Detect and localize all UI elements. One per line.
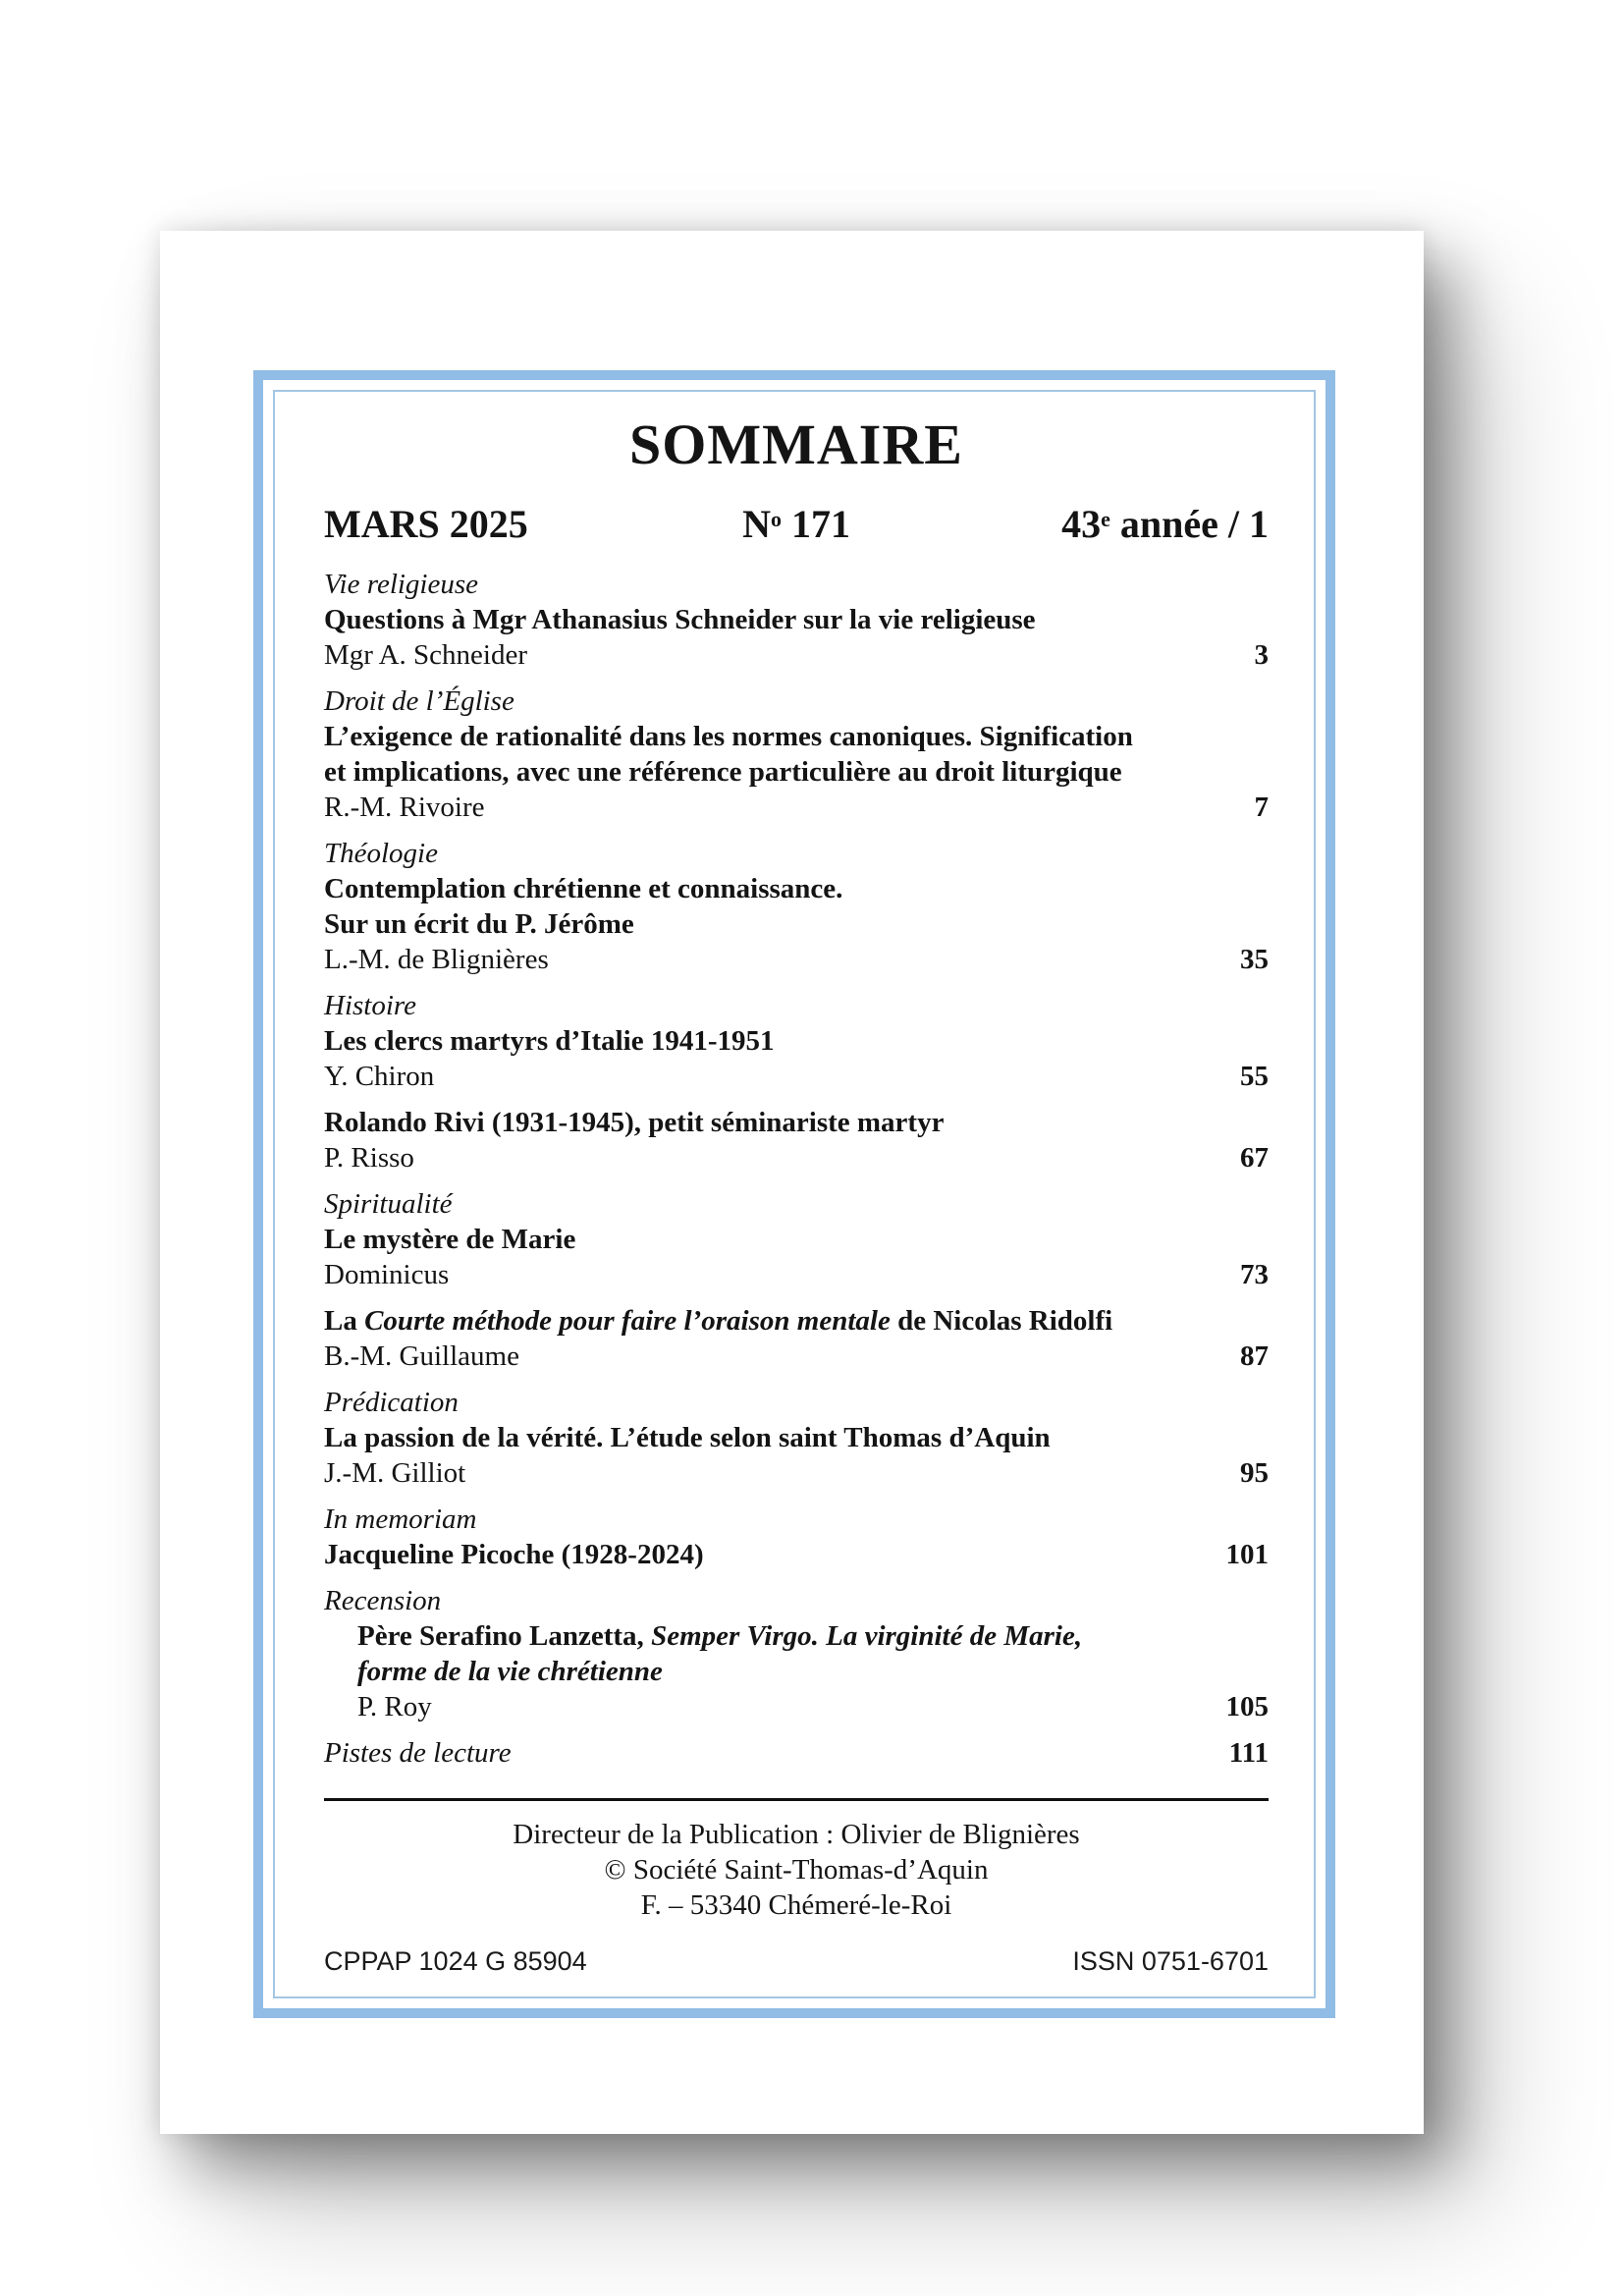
toc-entry [324,1385,1269,1491]
issue-volume [953,501,1269,547]
toc-title-line [324,1618,1269,1654]
toc-title-line [324,1105,1269,1140]
toc-page-number: 105 [1225,1691,1269,1722]
toc-author: L.-M. de Blignières [324,944,549,975]
footer [324,1817,1269,1923]
toc-title-line [324,906,1269,942]
toc-author-row [324,1059,1269,1094]
issue-volume-num: 43 [1061,502,1102,546]
toc-title-text [324,873,842,904]
footer-copyright: © Société Saint-Thomas-d’Aquin [604,1854,989,1886]
toc-category: Spiritualité [324,1188,453,1220]
toc-entry [324,836,1269,977]
toc-author-row [324,1339,1269,1374]
toc [324,567,1269,1771]
toc-entry [324,1502,1269,1572]
toc-author: Mgr A. Schneider [324,639,527,671]
toc-category: In memoriam [324,1503,477,1535]
toc-entry [324,1735,1269,1771]
toc-author-row [324,790,1269,825]
toc-page-number: 35 [1240,944,1269,975]
toc-title-segment: Contemplation chrétienne et connaissance. [324,873,843,904]
toc-title-segment: Courte méthode pour faire l’oraison mentale [364,1305,891,1337]
toc-author: Dominicus [324,1259,450,1290]
toc-entry [324,567,1269,673]
toc-title-line [324,602,1269,637]
toc-author: B.-M. Guillaume [324,1340,519,1372]
toc-title-text [324,756,1122,788]
toc-page-number: 111 [1228,1737,1269,1769]
toc-title-segment: et implications, avec une référence particulière au droit liturgique [324,756,1122,788]
toc-page-number: 55 [1240,1061,1269,1092]
toc-title-segment: Rolando Rivi (1931-1945), petit séminariste martyr [324,1107,945,1138]
issue-number-sup: o [770,506,782,531]
issue-number-rest: 171 [781,502,850,546]
toc-page-number: 7 [1254,792,1269,823]
toc-entry [324,1105,1269,1175]
page-content [275,392,1314,1996]
issue-volume-rest: année / 1 [1109,502,1270,546]
toc-entry [324,1303,1269,1374]
toc-title-text [324,1422,1051,1453]
toc-title-line [324,1303,1269,1339]
toc-title-segment: Semper Virgo. La virginité de Marie, [651,1620,1083,1652]
toc-page-number: 101 [1225,1539,1269,1570]
toc-author-row [324,1257,1269,1292]
toc-author-row [324,1140,1269,1175]
divider [324,1798,1269,1801]
toc-title-text [324,604,1036,635]
toc-entry [324,1186,1269,1292]
toc-page-number: 67 [1240,1142,1269,1174]
toc-author-row [324,1689,1269,1724]
toc-title-line [324,719,1269,754]
toc-entry [324,683,1269,825]
toc-title-segment: Questions à Mgr Athanasius Schneider sur la vie religieuse [324,604,1036,635]
toc-author: J.-M. Gilliot [324,1457,466,1489]
toc-title-segment: Le mystère de Marie [324,1224,576,1255]
toc-author: R.-M. Rivoire [324,792,485,823]
toc-title-text [324,1735,512,1771]
toc-title-text [357,1656,663,1687]
toc-author: Y. Chiron [324,1061,435,1092]
toc-category: Prédication [324,1387,459,1418]
toc-title-text [324,1107,944,1138]
toc-category: Droit de l’Église [324,685,514,717]
issn-code: ISSN 0751-6701 [1072,1946,1269,1976]
toc-title-line [324,1222,1269,1257]
toc-title-segment: Père Serafino Lanzetta, [357,1620,652,1652]
toc-author-row [324,637,1269,673]
footer-director: Directeur de la Publication : Olivier de Blignières [513,1819,1080,1850]
toc-title-segment: L’exigence de rationalité dans les normes canoniques. Signification [324,721,1133,752]
issue-number [639,501,954,547]
toc-author: P. Roy [357,1691,432,1722]
cppap-code: CPPAP 1024 G 85904 [324,1946,587,1976]
toc-page-number: 95 [1240,1457,1269,1489]
page-title: SOMMAIRE [629,412,963,476]
issue-number-prefix: N [742,502,771,546]
toc-title-segment: forme de la vie chrétienne [357,1656,663,1687]
toc-title-text [324,1537,704,1572]
toc-title-segment: Pistes de lecture [324,1737,512,1769]
issue-month: MARS 2025 [324,502,528,546]
toc-category: Vie religieuse [324,569,479,600]
toc-title-segment: Jacqueline Picoche (1928-2024) [324,1539,704,1570]
toc-title-segment: de Nicolas Ridolfi [890,1305,1113,1337]
toc-page-number: 87 [1240,1340,1269,1372]
toc-entry [324,988,1269,1094]
decorative-border-inner [273,390,1316,1998]
page-sheet [160,231,1424,2134]
toc-title-segment: La [324,1305,365,1337]
toc-page-number: 73 [1240,1259,1269,1290]
toc-title-line [324,1654,1269,1689]
toc-entry [324,1583,1269,1724]
toc-title-segment: La passion de la vérité. L’étude selon saint Thomas d’Aquin [324,1422,1051,1453]
toc-title-line [324,1735,1269,1771]
toc-author-row [324,942,1269,977]
toc-category: Théologie [324,838,438,869]
toc-page-number: 3 [1254,639,1269,671]
toc-title-line [324,1420,1269,1455]
toc-title-text [324,1025,775,1057]
issue-header-row [324,501,1269,547]
toc-title-line [324,754,1269,790]
toc-author-row [324,1455,1269,1491]
issue-volume-sup: e [1101,506,1110,531]
toc-category: Recension [324,1585,442,1616]
toc-title-text [324,721,1133,752]
toc-category: Histoire [324,990,416,1021]
toc-title-segment: Les clercs martyrs d’Italie 1941-1951 [324,1025,775,1057]
footer-address: F. – 53340 Chémeré-le-Roi [640,1889,952,1921]
toc-title-line [324,1537,1269,1572]
toc-title-line [324,871,1269,906]
toc-title-text [357,1620,1082,1652]
toc-title-text [324,1305,1112,1337]
codes-row [324,1946,1269,1977]
toc-author: P. Risso [324,1142,414,1174]
toc-title-text [324,908,634,940]
decorative-border-outer [253,370,1335,2018]
toc-title-line [324,1023,1269,1059]
toc-title-text [324,1224,575,1255]
toc-title-segment: Sur un écrit du P. Jérôme [324,908,634,940]
